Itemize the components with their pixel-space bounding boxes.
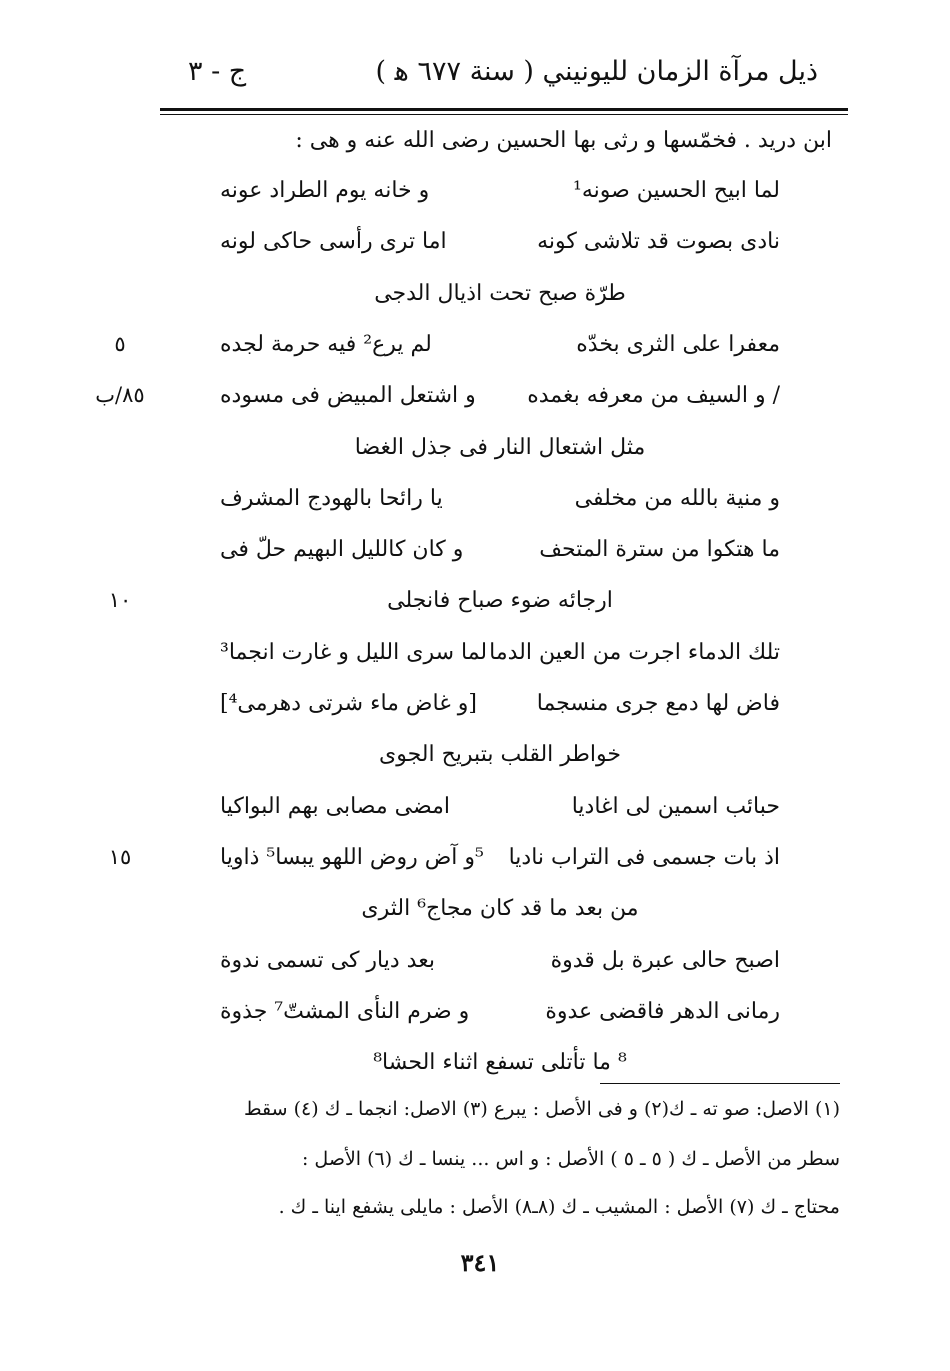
second-hemistich: ⁵و آض روض اللهو يبسا⁵ ذاويا [220, 845, 484, 870]
header-rule-thick [160, 108, 848, 111]
margin-marker: ٨٥/ب [95, 383, 145, 407]
first-hemistich: رمانى الدهر فاقضى عدوة [545, 999, 780, 1024]
first-hemistich: نادى بصوت قد تلاشى كونه [537, 229, 780, 254]
margin-marker: ٥ [114, 332, 126, 356]
refrain-line: طرّة صبح تحت اذيال الدجى [374, 281, 626, 306]
refrain-line: ارجائه ضوء صباح فانجلى [387, 588, 613, 613]
footnote-line: محتاج ـ ك (٧) الأصل : المشيب ـ ك (٨ـ٨) الأصل : مايلى يشفع اينا ـ ك . [278, 1196, 840, 1218]
first-hemistich: فاض لها دمع جرى منسجما [536, 691, 780, 716]
footnote-line: (١) الاصل: صو ته ـ ك(٢) و فى الأصل : يبرع (٣) الاصل: انجما ـ ك (٤) سقط [244, 1098, 840, 1120]
second-hemistich: و كان كالليل البهيم حلّ فى [220, 537, 464, 562]
second-hemistich: يا رائحا بالهودج المشرف [220, 486, 443, 511]
first-hemistich: و منية بالله من مخلفى [574, 486, 780, 511]
running-header [160, 56, 840, 96]
refrain-line: مثل اشتعال النار فى جذل الغضا [354, 435, 646, 460]
first-hemistich: تلك الدماء اجرت من العين الدما [489, 640, 780, 665]
second-hemistich: و ضرم النأى المشتّ⁷ جذوة [220, 999, 470, 1024]
second-hemistich: امضى مصابى بهم البواكيا [220, 794, 450, 819]
second-hemistich: و خانه يوم الطراد عونه [220, 178, 430, 203]
second-hemistich: بعد ديار كى تسمى ندوة [220, 948, 435, 973]
margin-marker: ١٠ [108, 588, 132, 612]
refrain-line: من بعد ما قد كان مجاج⁶ الثرى [361, 896, 639, 921]
intro-line: ابن دريد . فخمّسها و رثى بها الحسين رضى الله عنه و هى : [295, 128, 832, 153]
refrain-line: ⁸ ما تأتلى تسفع اثناء الحشا⁸ [373, 1050, 627, 1075]
refrain-line: خواطر القلب بتبريح الجوى [379, 742, 621, 767]
first-hemistich: / و السيف من معرفه بغمده [527, 383, 780, 408]
footnote-rule [600, 1083, 840, 1084]
page-number: ٣٤١ [460, 1248, 500, 1277]
first-hemistich: حبائب اسمين لى اغاديا [571, 794, 780, 819]
first-hemistich: معفرا على الثرى بخدّه [576, 332, 780, 357]
volume-label: ج - ٣ [188, 56, 247, 87]
second-hemistich: لما سرى الليل و غارت انجما³ [220, 640, 488, 665]
second-hemistich: لم يرع² فيه حرمة لجده [220, 332, 432, 357]
first-hemistich: لما ابيح الحسين صونه¹ [573, 178, 780, 203]
first-hemistich: ما هتكوا من سترة المتحف [539, 537, 780, 562]
footnote-line: سطر من الأصل ـ ك ( ٥ ـ ٥ ) الأصل : و اس ... ينسا ـ ك (٦) الأصل : [301, 1148, 840, 1170]
first-hemistich: اذ بات جسمى فى التراب ناديا [508, 845, 780, 870]
second-hemistich: و اشتعل المبيض فى مسوده [220, 383, 476, 408]
first-hemistich: اصبح حالى عبرة بل قدوة [550, 948, 780, 973]
header-rule-thin [160, 114, 848, 115]
second-hemistich: [و غاض ماء شرتى دهرمى⁴] [220, 691, 477, 716]
margin-marker: ١٥ [108, 845, 132, 869]
second-hemistich: اما ترى رأسى حاكى لونه [220, 229, 447, 254]
book-title: ذيل مرآة الزمان لليونيني ( سنة ٦٧٧ ﻫ ) [375, 56, 818, 87]
